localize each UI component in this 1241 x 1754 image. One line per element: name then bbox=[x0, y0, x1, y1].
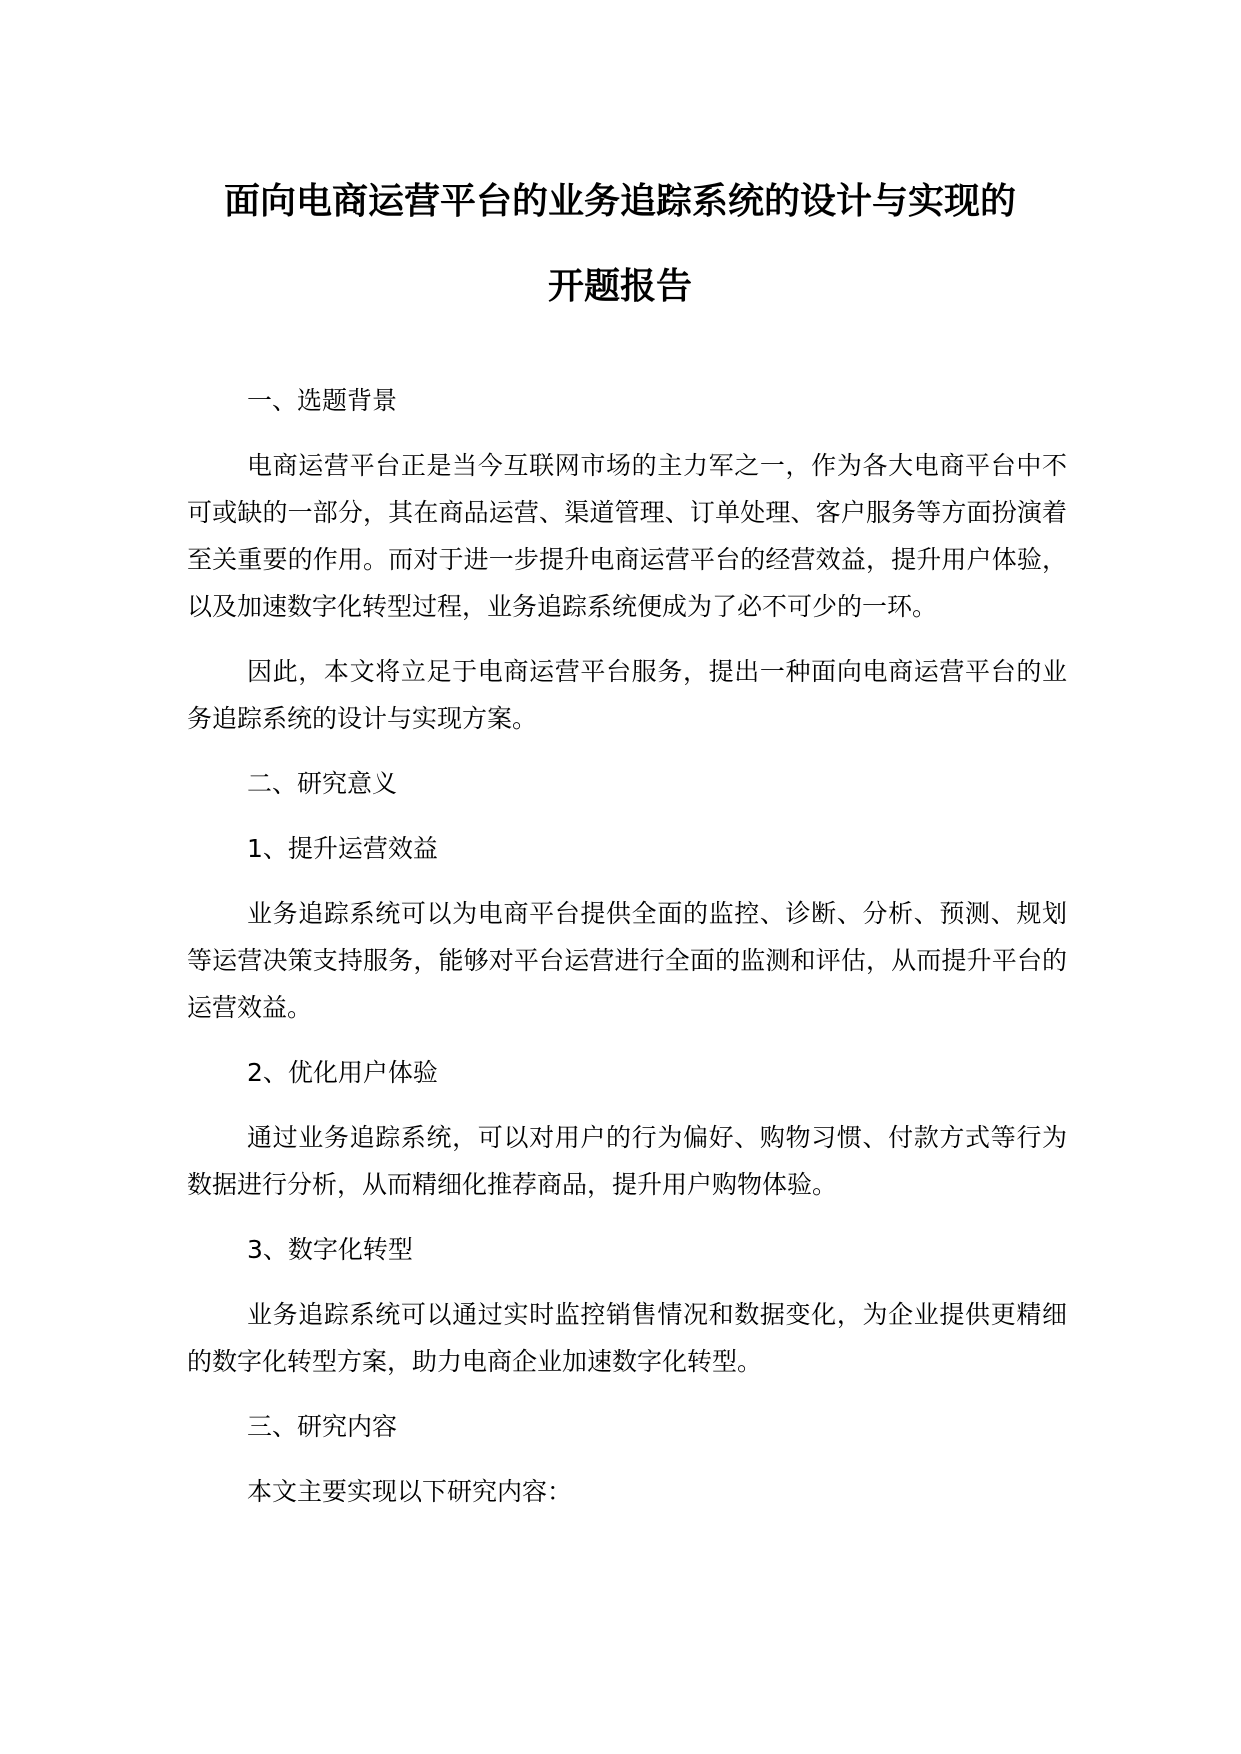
section-heading-significance: 二、研究意义 bbox=[247, 769, 398, 798]
paragraph-operation-efficiency: 业务追踪系统可以为电商平台提供全面的监控、诊断、分析、预测、规划等运营决策支持服务，能够对平台运营进行全面的监测和评估，从而提升平台的运营效益。 bbox=[187, 899, 1067, 1022]
document-title-line-2: 开题报告 bbox=[547, 266, 692, 307]
paragraph-digital-transformation: 业务追踪系统可以通过实时监控销售情况和数据变化，为企业提供更精细的数字化转型方案，助力电商企业加速数字化转型。 bbox=[187, 1300, 1067, 1376]
section-heading-research-content: 三、研究内容 bbox=[247, 1412, 398, 1441]
document-body bbox=[187, 377, 1067, 1515]
section-heading-background: 一、选题背景 bbox=[247, 386, 398, 415]
subheading-digital-transformation: 3、数字化转型 bbox=[247, 1235, 413, 1264]
paragraph-background-2: 因此，本文将立足于电商运营平台服务，提出一种面向电商运营平台的业务追踪系统的设计与实现方案。 bbox=[187, 657, 1067, 733]
paragraph-user-experience: 通过业务追踪系统，可以对用户的行为偏好、购物习惯、付款方式等行为数据进行分析，从而精细化推荐商品，提升用户购物体验。 bbox=[187, 1123, 1067, 1199]
subheading-user-experience: 2、优化用户体验 bbox=[247, 1058, 438, 1087]
subheading-operation-efficiency: 1、提升运营效益 bbox=[247, 834, 438, 863]
paragraph-background-1: 电商运营平台正是当今互联网市场的主力军之一，作为各大电商平台中不可或缺的一部分，其在商品运营、渠道管理、订单处理、客户服务等方面扮演着至关重要的作用。而对于进一步提升电商运营平台的经营效益，提升用户体验，以及加速数字化转型过程，业务追踪系统便成为了必不可少的一环。 bbox=[187, 451, 1067, 621]
document-title-line-1: 面向电商运营平台的业务追踪系统的设计与实现的 bbox=[223, 181, 1016, 222]
paragraph-research-content-intro: 本文主要实现以下研究内容： bbox=[247, 1477, 573, 1506]
